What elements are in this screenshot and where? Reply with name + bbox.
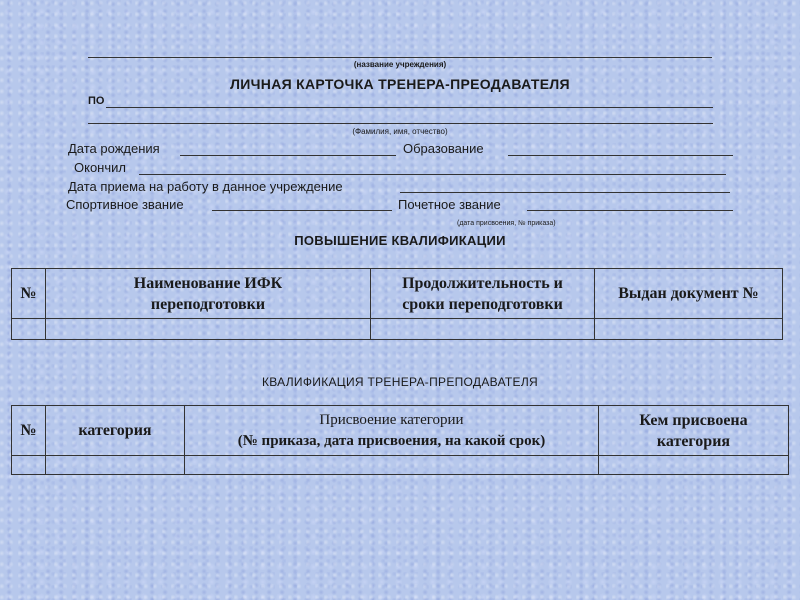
table-cell[interactable] (185, 456, 599, 475)
by-whom-header-line1: Кем присвоена (639, 411, 748, 429)
table-header-row (12, 406, 789, 456)
birth-date-label: Дата рождения (68, 141, 160, 156)
fio-line (88, 123, 713, 124)
honorary-title-line[interactable] (527, 210, 733, 211)
table-row (12, 319, 783, 340)
trainer-qualification-table (11, 405, 789, 475)
po-label: ПО (88, 95, 105, 107)
ifk-header-line2: переподготовки (150, 295, 266, 313)
hire-date-line[interactable] (400, 192, 730, 193)
birth-date-line[interactable] (180, 155, 396, 156)
card-title: ЛИЧНАЯ КАРТОЧКА ТРЕНЕРА-ПРЕОДАВАТЕЛЯ (230, 76, 570, 92)
institution-caption: (название учреждения) (353, 60, 447, 69)
table-cell[interactable] (46, 456, 185, 475)
award-caption: (дата присвоения, № приказа) (457, 220, 556, 227)
graduated-line[interactable] (139, 174, 726, 175)
category-header: категория (46, 406, 185, 456)
graduated-label: Окончил (74, 160, 126, 175)
section-qualification-upgrade: ПОВЫШЕНИЕ КВАЛИФИКАЦИИ (294, 233, 506, 248)
table-cell[interactable] (12, 319, 46, 340)
assign-header-line1: Присвоение категории (319, 411, 464, 428)
sport-title-label: Спортивное звание (66, 197, 184, 212)
assign-header (185, 406, 599, 456)
ifk-header-line1: Наименование ИФК (133, 274, 283, 292)
po-line (106, 107, 713, 108)
education-line[interactable] (508, 155, 733, 156)
institution-line (88, 57, 712, 58)
document-header: Выдан документ № (595, 269, 783, 319)
table-row (12, 456, 789, 475)
num-header: № (12, 269, 46, 319)
table-header-row (12, 269, 783, 319)
table-cell[interactable] (46, 319, 371, 340)
by-whom-header (599, 406, 789, 456)
table-cell[interactable] (599, 456, 789, 475)
table-cell[interactable] (12, 456, 46, 475)
assign-header-line2: (№ приказа, дата присвоения, на какой срок) (237, 432, 546, 449)
duration-header (371, 269, 595, 319)
qualification-upgrade-table (11, 268, 783, 340)
by-whom-header-line2: категория (656, 432, 731, 450)
table-cell[interactable] (595, 319, 783, 340)
duration-header-line1: Продолжительность и (402, 274, 563, 292)
ifk-header (46, 269, 371, 319)
education-label: Образование (403, 141, 484, 156)
num-header: № (12, 406, 46, 456)
honorary-title-label: Почетное звание (398, 197, 501, 212)
fio-caption: (Фамилия, имя, отчество) (352, 127, 448, 136)
duration-header-line2: сроки переподготовки (402, 295, 563, 313)
sport-title-line[interactable] (212, 210, 392, 211)
section-trainer-qualification: КВАЛИФИКАЦИЯ ТРЕНЕРА-ПРЕПОДАВАТЕЛЯ (261, 375, 539, 389)
table-cell[interactable] (371, 319, 595, 340)
hire-date-label: Дата приема на работу в данное учреждение (68, 179, 343, 194)
